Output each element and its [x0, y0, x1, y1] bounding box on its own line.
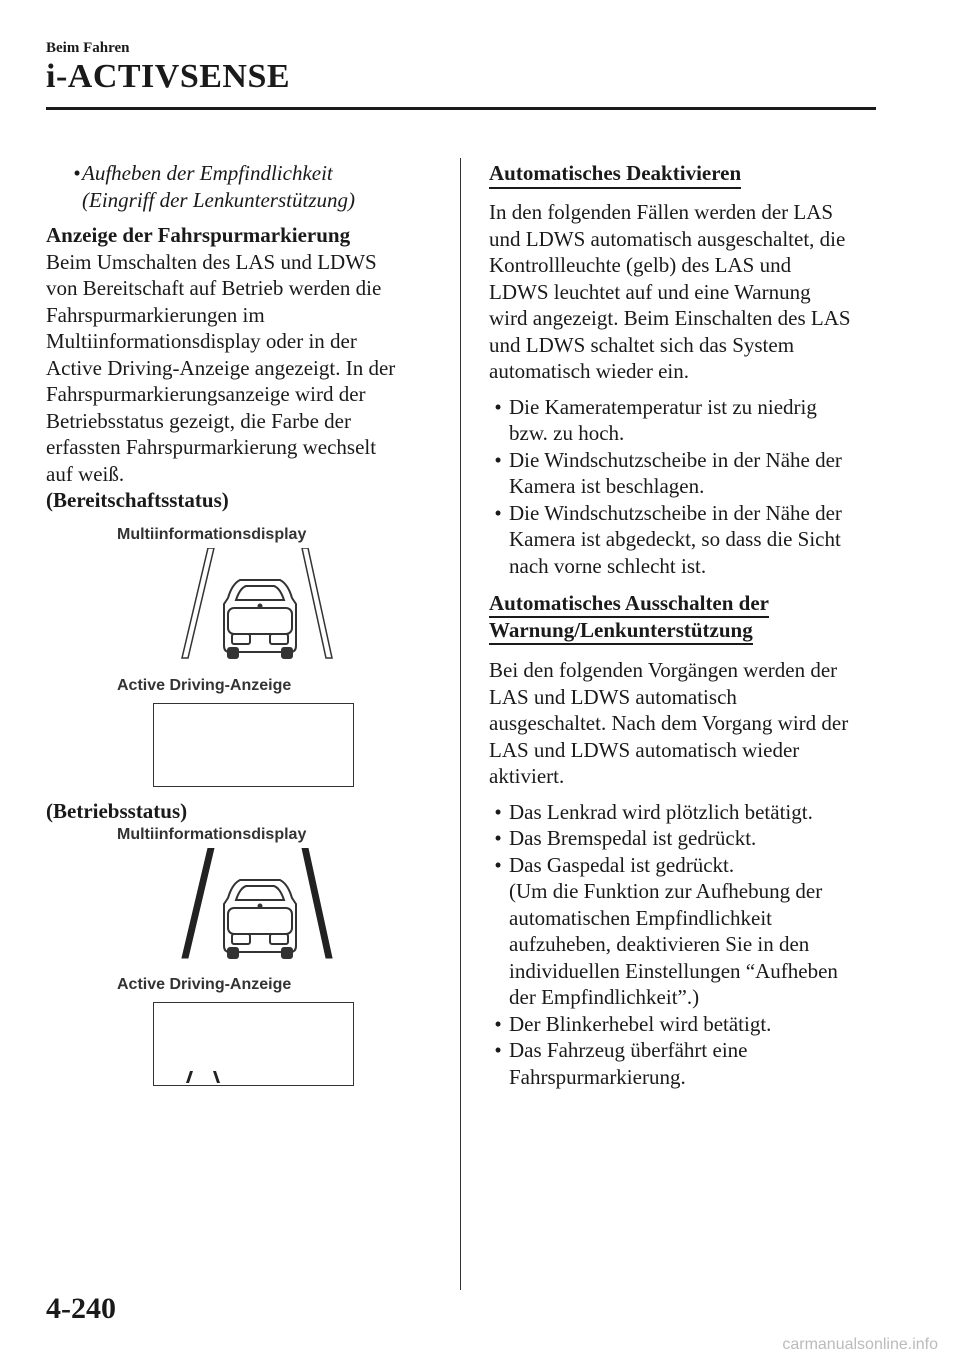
text-line: Multiinformationsdisplay oder in der [46, 329, 357, 353]
figure-label-ada: Active Driving-Anzeige [117, 677, 292, 694]
lane-line-right [302, 548, 332, 658]
bullet-icon: • [494, 500, 502, 525]
figure-label-mid: Multiinformationsdisplay [117, 526, 307, 543]
operating-mid-lanes-figure [180, 848, 340, 963]
text-line: Die Windschutzscheibe in der Nähe der [509, 447, 842, 472]
text-line: Das Gaspedal ist gedrückt. [509, 852, 735, 877]
section-title-auto-off [489, 591, 769, 645]
bullet-icon: • [494, 1038, 502, 1062]
ada-lane-mark-right [213, 1071, 220, 1083]
italic-line: Aufheben der Empfindlichkeit [82, 161, 333, 185]
page-title: i-ACTIVSENSE [46, 58, 291, 95]
section-title-line: Warnung/Lenkunterstützung [489, 618, 753, 645]
list-item [489, 394, 884, 447]
left-column [46, 160, 441, 514]
section-title-line: Automatisches Ausschalten der [489, 591, 769, 618]
text-line: bzw. zu hoch. [509, 421, 625, 445]
paragraph [489, 199, 884, 385]
list-item [489, 825, 884, 852]
section-heading: Anzeige der Fahrspurmarkierung [46, 223, 351, 247]
watermark: carmanualsonline.info [782, 1336, 938, 1353]
text-line: Das Bremspedal ist gedrückt. [509, 826, 757, 850]
text-line: Kamera ist beschlagen. [509, 474, 705, 498]
bullet-icon: • [494, 447, 502, 472]
text-line: und LDWS schaltet sich das System [489, 332, 795, 357]
lane-line-right-active [302, 848, 332, 958]
ada-lane-mark-left [186, 1071, 193, 1083]
text-line: automatisch wieder ein. [489, 359, 690, 383]
bullet-icon: • [73, 161, 81, 185]
ada-lane-marks [154, 1003, 353, 1085]
text-line: wird angezeigt. Beim Einschalten des LAS [489, 306, 851, 330]
lane-line-left [182, 548, 214, 658]
page-number: 4-240 [46, 1292, 116, 1325]
text-line: erfassten Fahrspurmarkierung wechselt [46, 435, 377, 459]
text-line: automatischen Empfindlichkeit [509, 905, 773, 930]
text-line: Die Windschutzscheibe in der Nähe der [509, 500, 842, 525]
text-line: In den folgenden Fällen werden der LAS [489, 200, 834, 224]
text-line: (Um die Funktion zur Aufhebung der [509, 879, 823, 903]
text-line: Fahrspurmarkierungen im [46, 302, 265, 327]
bullet-icon: • [494, 852, 502, 877]
standby-status-label: (Bereitschaftsstatus) [46, 488, 229, 512]
text-line: nach vorne schlecht ist. [509, 553, 707, 578]
text-line: Betriebsstatus gezeigt, die Farbe der [46, 408, 351, 433]
text-line: ausgeschaltet. Nach dem Vorgang wird der [489, 711, 849, 735]
text-line: und LDWS automatisch ausgeschaltet, die [489, 226, 846, 251]
text-line: LAS und LDWS automatisch wieder [489, 737, 800, 762]
text-line: Kontrollleuchte (gelb) des LAS und [489, 253, 792, 277]
text-line: Fahrspurmarkierung. [509, 1064, 686, 1089]
list-item [489, 799, 884, 826]
car-rear-icon [224, 580, 296, 658]
figure-label-ada: Active Driving-Anzeige [117, 976, 292, 993]
text-line: Die Kameratemperatur ist zu niedrig [509, 394, 817, 419]
text-line: LAS und LDWS automatisch [489, 684, 737, 709]
text-line: der Empfindlichkeit”.) [509, 985, 700, 1009]
header-rule [46, 107, 876, 110]
list-item [489, 852, 884, 1011]
car-rear-icon [224, 880, 296, 958]
section-title-auto-deactivate: Automatisches Deaktivieren [489, 161, 741, 189]
paragraph [489, 657, 884, 790]
text-line: auf weiß. [46, 461, 125, 486]
list-item [489, 500, 884, 580]
bullet-icon: • [494, 1011, 502, 1036]
header-section-label: Beim Fahren [46, 40, 130, 56]
list-item [489, 447, 884, 500]
bullet-icon: • [494, 799, 502, 824]
standby-ada-display [153, 703, 354, 787]
standby-mid-lanes-figure [180, 548, 340, 663]
text-line: aktiviert. [489, 764, 565, 788]
list-item [489, 1037, 884, 1090]
operating-status-label: (Betriebsstatus) [46, 799, 188, 823]
bullet-icon: • [494, 826, 502, 850]
italic-list-item [46, 160, 441, 213]
text-line: Fahrspurmarkierungsanzeige wird der [46, 382, 366, 406]
figure-label-mid: Multiinformationsdisplay [117, 826, 307, 843]
text-line: individuellen Einstellungen “Aufheben [509, 958, 838, 983]
text-line: Bei den folgenden Vorgängen werden der [489, 658, 838, 682]
bullet-icon: • [494, 394, 502, 419]
right-column [489, 160, 884, 1090]
column-divider [460, 158, 461, 1290]
operating-ada-display [153, 1002, 354, 1086]
list-item [489, 1011, 884, 1038]
text-line: Das Fahrzeug überfährt eine [509, 1038, 748, 1062]
text-line: von Bereitschaft auf Betrieb werden die [46, 276, 382, 300]
text-line: Kamera ist abgedeckt, so dass die Sicht [509, 527, 841, 551]
text-line: Beim Umschalten des LAS und LDWS [46, 249, 377, 274]
text-line: aufzuheben, deaktivieren Sie in den [509, 932, 810, 956]
text-line: Der Blinkerhebel wird betätigt. [509, 1011, 772, 1036]
lane-line-left-active [182, 848, 214, 958]
text-line: Active Driving-Anzeige angezeigt. In der [46, 355, 396, 380]
paragraph [46, 249, 441, 488]
italic-line: (Eingriff der Lenkunterstützung) [82, 187, 355, 212]
text-line: Das Lenkrad wird plötzlich betätigt. [509, 799, 813, 824]
text-line: LDWS leuchtet auf und eine Warnung [489, 279, 811, 304]
